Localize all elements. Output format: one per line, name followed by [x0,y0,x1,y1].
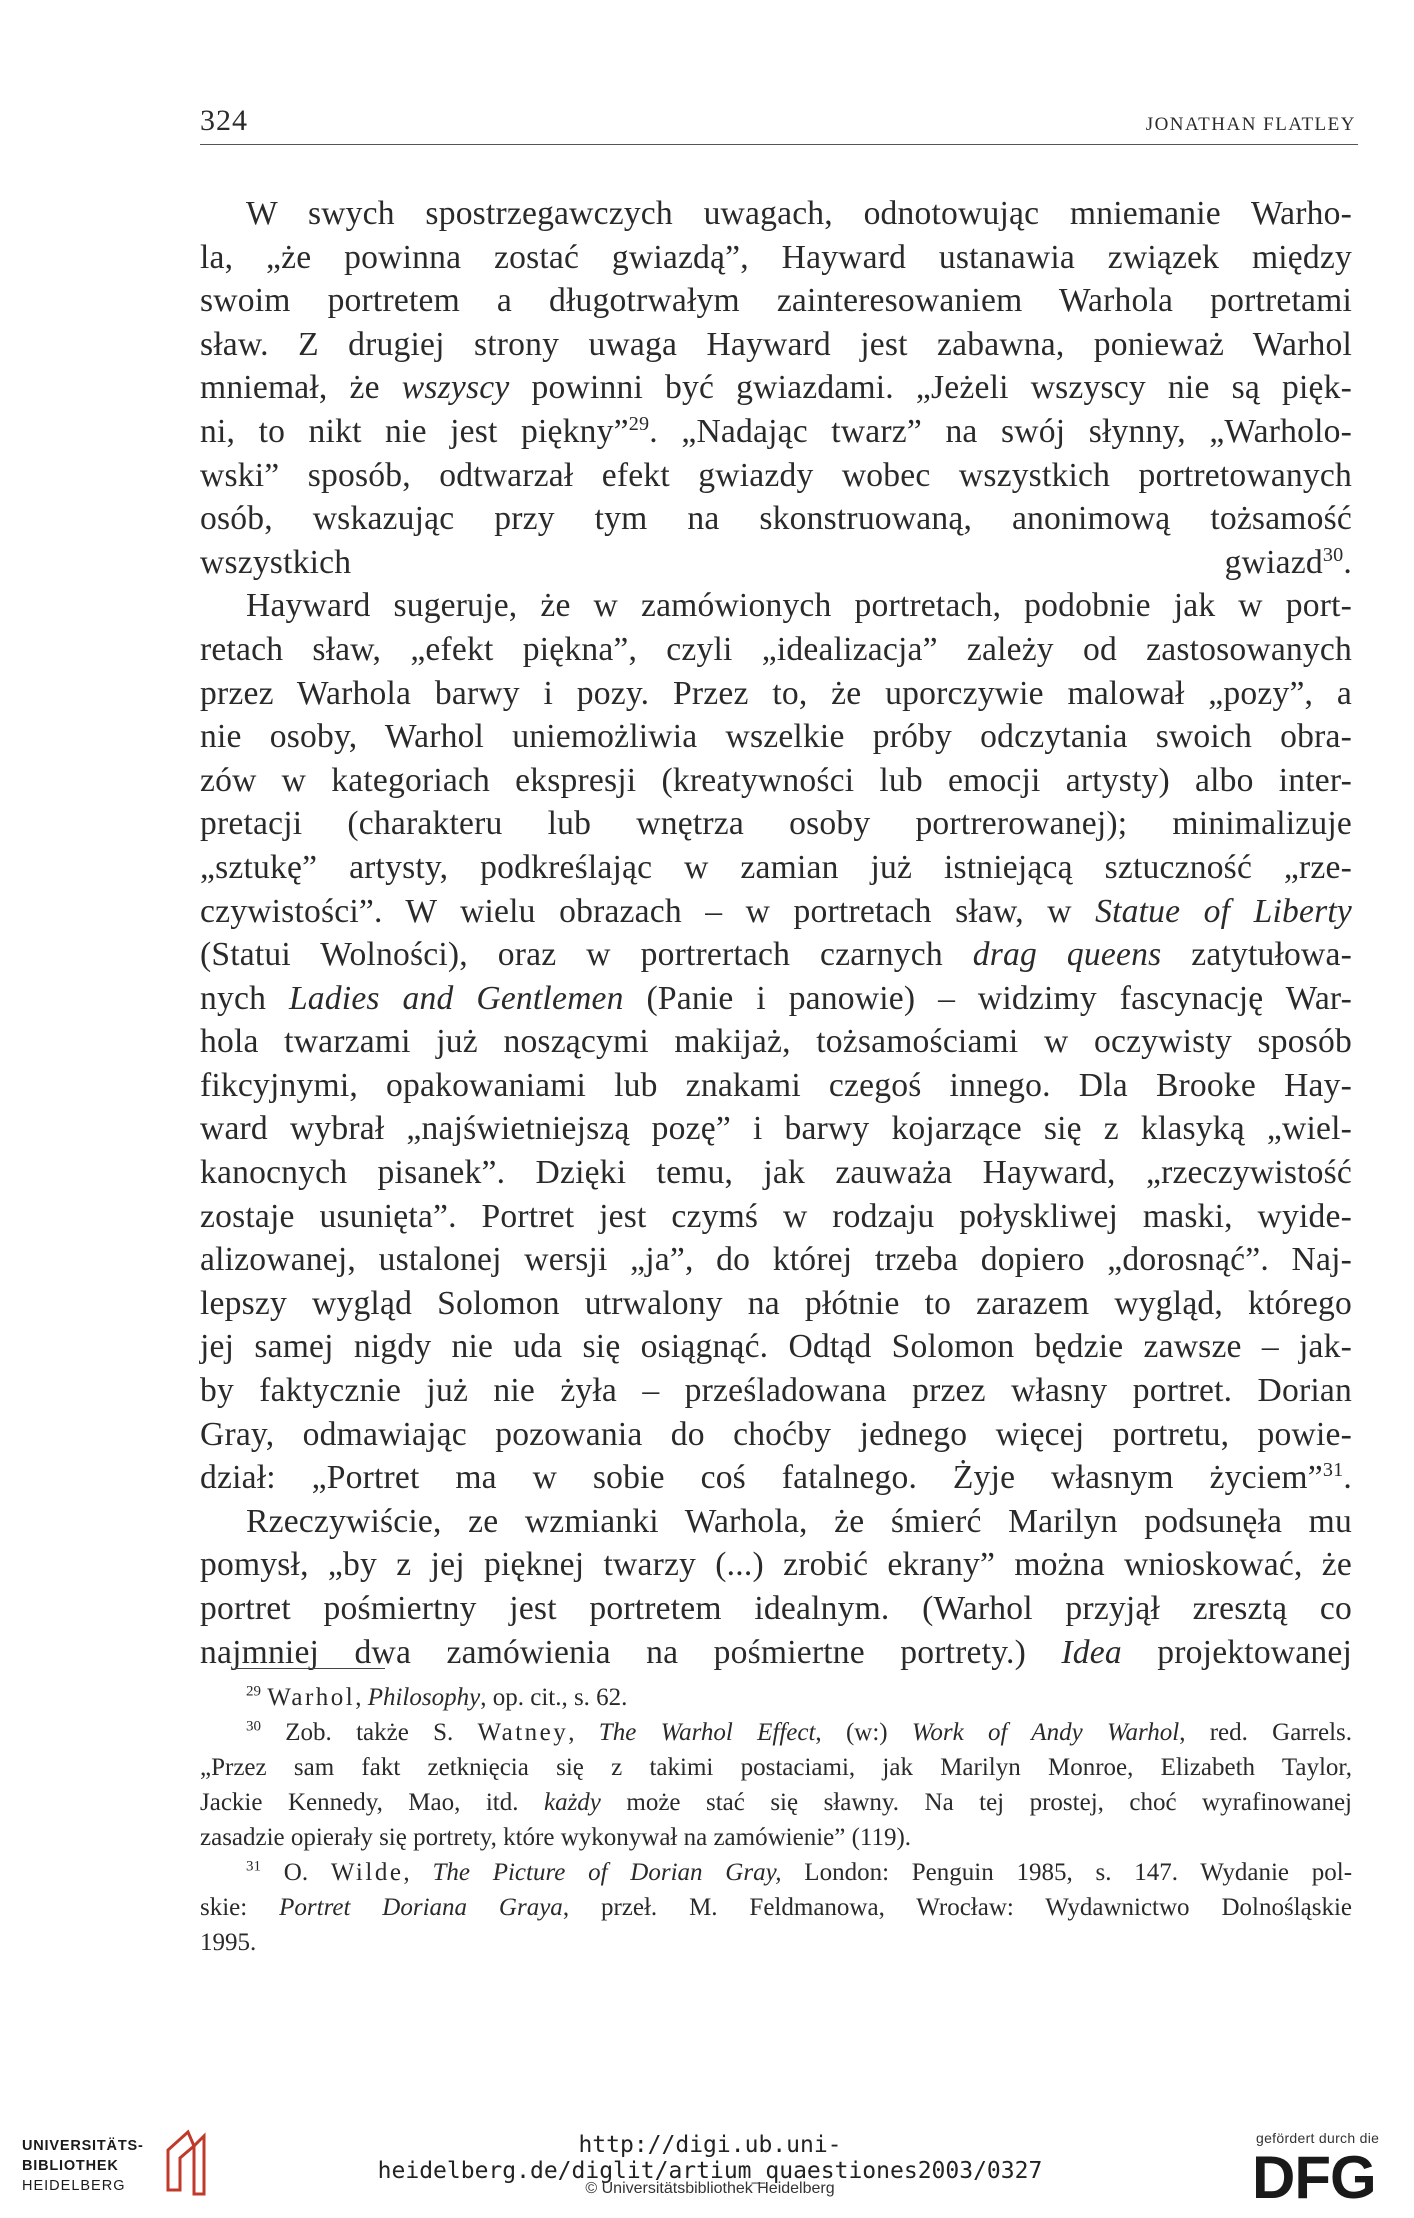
text-line: pomysł, „by z jej pięknej twarzy (...) zrobić ekrany” można wnioskować, że [200,1546,1352,1584]
footnote-line: zasadzie opierały się portrety, które wykonywał na zamówienie” (119). [200,1824,912,1851]
footnote-ref: 29 [628,412,650,435]
text-line: pretacji (charakteru lub wnętrza osoby portrerowanej); minimalizuje [200,805,1352,843]
text-line: alizowanej, ustalonej wersji „ja”, do której trzeba dopiero „dorosnąć”. Naj- [200,1241,1352,1279]
text-line: swoim portretem a długotrwałym zainteresowaniem Warhola portretami [200,282,1352,320]
text-line: czywistości”. W wielu obrazach – w portretach sław, w Statue of Liberty [200,892,1353,930]
library-logo: UNIVERSITÄTS- BIBLIOTHEK HEIDELBERG [22,2126,202,2206]
text-line: zostaje usunięta”. Portret jest czymś w rodzaju połyskliwej maski, wyide- [200,1197,1352,1235]
text-line: (Statui Wolności), oraz w portrertach czarnych drag queens zatytułowa- [200,936,1352,974]
text-line: mniemał, że wszyscy powinni być gwiazdami. „Jeżeli wszyscy nie są pięk- [200,369,1352,407]
text-line: fikcyjnymi, opakowaniami lub znakami czegoś innego. Dla Brooke Hay- [200,1066,1352,1104]
dfg-logo: gefördert durch die DFG [1252,2130,1380,2211]
footnote-line: skie: Portret Doriana Graya, przeł. M. Feldmanowa, Wrocław: Wydawnictwo Dolnośląskie [200,1894,1352,1921]
text-line: przez Warhola barwy i pozy. Przez to, że uporczywie malował „pozy”, a [200,674,1352,712]
text-line: Hayward sugeruje, że w zamówionych portretach, podobnie jak w port- [246,587,1352,625]
footnote-29: $^{29}$ Warhol, Philosophy, op. cit., s. 62. [246,1683,628,1711]
footnote-ref: 30 [1322,543,1344,566]
text-line: nych Ladies and Gentlemen (Panie i panowie) – widzimy fascynację War- [200,979,1353,1017]
footnote-line: „Przez sam fakt zetknięcia się z takimi postaciami, jak Marilyn Monroe, Elizabeth Taylor, [200,1754,1352,1781]
library-emblem-icon [158,2128,208,2198]
text-line: zów w kategoriach ekspresji (kreatywności lub emocji artysty) albo inter- [200,761,1352,799]
footnote-separator [235,1668,385,1669]
footnote-30: $^{30}$ Zob. także S. Watney, The Warhol Effect, (w:) Work of Andy Warhol, red. Garrels. [246,1718,1353,1746]
running-head [200,104,1358,145]
text-line: Gray, odmawiając pozowania do choćby jednego więcej portretu, powie- [200,1415,1352,1453]
text-line: kanocnych pisanek”. Dzięki temu, jak zauważa Hayward, „rzeczywistość [200,1154,1352,1192]
text-line: retach sław, „efekt piękna”, czyli „idealizacja” zależy od zastosowanych [200,630,1352,668]
footnotes [200,1680,1352,1960]
running-head-author: JONATHAN FLATLEY [1145,114,1356,135]
footnote-line: Jackie Kennedy, Mao, itd. każdy może stać się sławny. Na tej prostej, choć wyrafinowanej [200,1789,1352,1816]
footnote-31: $^{31}$ O. Wilde, The Picture of Dorian Gray, London: Penguin 1985, s. 147. Wydanie pol- [246,1858,1353,1886]
page-number: 324 [200,104,248,137]
text-line: sław. Z drugiej strony uwaga Hayward jest zabawna, ponieważ Warhol [200,325,1352,363]
text-line: hola twarzami już noszącymi makijaż, tożsamościami w oczywisty sposób [200,1023,1352,1061]
text-line: dział: „Portret ma w sobie coś fatalnego. Żyje własnym życiem”$^{31}$. [200,1459,1352,1497]
text-line: la, „że powinna zostać gwiazdą”, Hayward ustanawia związek między [200,238,1352,276]
text-line: osób, wskazując przy tym na skonstruowaną, anonimową tożsamość [200,500,1352,538]
text-line: ward wybrał „najświetniejszą pozę” i barwy kojarzące się z klasyką „wiel- [200,1110,1352,1148]
page-footer [0,2118,1414,2218]
body-text [200,192,1352,1674]
text-line: jej samej nigdy nie uda się osiągnąć. Odtąd Solomon będzie zawsze – jak- [200,1328,1352,1366]
text-line: lepszy wygląd Solomon utrwalony na płótnie to zarazem wygląd, którego [200,1284,1352,1322]
text-line: portret pośmiertny jest portretem idealnym. (Warhol przyjął zresztą co [200,1590,1352,1627]
text-line: wszystkich gwiazd$^{30}$. [200,543,1352,581]
copyright-notice: © Universitätsbibliothek Heidelberg [585,2180,835,2197]
footnote-line: 1995. [200,1929,257,1956]
footnote-ref: 31 [1322,1459,1344,1482]
text-line: wski” sposób, odtwarzał efekt gwiazdy wobec wszystkich portretowanych [200,456,1352,494]
text-line: by faktycznie już nie żyła – prześladowana przez własny portret. Dorian [200,1372,1352,1410]
text-line: najmniej dwa zamówienia na pośmiertne portrety.) Idea projektowanej [200,1633,1352,1671]
text-line: W swych spostrzegawczych uwagach, odnotowując mniemanie Warho- [246,195,1352,232]
text-line: Rzeczywiście, ze wzmianki Warhola, że śmierć Marilyn podsunęła mu [246,1502,1352,1540]
text-line: ni, to nikt nie jest piękny”$^{29}$. „Nadając twarz” na swój słynny, „Warholo- [200,412,1352,450]
text-line: „sztukę” artysty, podkreślając w zamian już istniejącą sztuczność „rze- [200,848,1352,886]
text-line: nie osoby, Warhol uniemożliwia wszelkie próby odczytania swoich obra- [200,718,1352,756]
source-url-link[interactable]: http://digi.ub.uni-heidelberg.de/diglit/artium_quaestiones2003/0327 [377,2132,1043,2184]
